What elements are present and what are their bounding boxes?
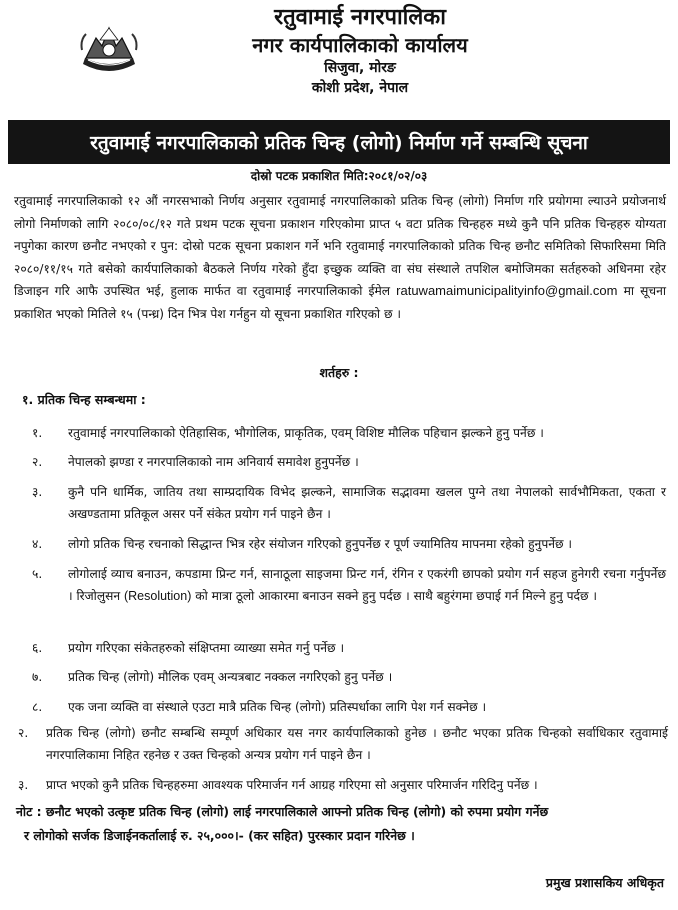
office-province: कोशी प्रदेश, नेपाल — [311, 80, 409, 96]
list-item — [32, 422, 666, 444]
resolution-term: (Resolution) — [123, 589, 192, 603]
publish-date: दोस्रो पटक प्रकाशित मिति:२०८१/०२/०३ — [250, 169, 428, 183]
item-number: ५. — [32, 567, 43, 581]
intro-text: रतुवामाई नगरपालिकाको १२ औं नगरसभाको निर्णय अनुसार रतुवामाई नगरपालिकाको प्रतिक चिन्ह (लोगो) निर्माण गरि प्रयोगमा ल्याउने प्रयोजनार्थ लोगो निर्माणको लागि २०८०/०८/१२ गते प्रथम पटक सूचना प्रकाशन गरिएकोमा प्राप्त ५ वटा प्रतिक चिन्हहरु मध्ये कुनै पनि प्रतिक चिन्हहरु योग्यता नपुगेका कारण छनौट नभएको र पुन: दोस्रो पटक सूचना प्रकाशन गर्ने भनि रतुवामाई नगरपालिकाको प्रतिक चिन्ह छनौट समितिको सिफारिसमा मिति २०८०/११/१५ गते बसेको कार्यपालिकाको बैठकले निर्णय गरेको हुँदा इच्छुक व्यक्ति वा संघ संस्थाले तपशिल बमोजिमका सर्तहरुको अधिनमा रहेर डिजाइन गरि आफै उपस्थित भई, हुलाक मार्फत वा रतुवामाई नगरपालिकाको ईमेल — [14, 194, 666, 298]
item-text-part: लोगोलाई व्याच बनाउन, कपडामा प्रिन्ट गर्न, सानाठूला साइजमा प्रिन्ट गर्न, रंगिन र एकरंगी छापको प्रयोग गर्न सहज हुनेगरी रचना गर्नुपर्नेछ । रिजोलुसन — [68, 567, 666, 603]
item-number: ४. — [32, 537, 43, 551]
item-text: प्रयोग गरिएका संकेतहरुको संक्षिप्तमा व्याख्या समेत गर्नु पर्नेछ । — [68, 641, 345, 655]
point-number: ३. — [18, 778, 29, 792]
intro-paragraph — [14, 190, 666, 325]
list-item — [32, 533, 666, 555]
intro-text-after: मा सूचना प्रकाशित भएको मितिले १५ (पन्ध्र) दिन भित्र पेश गर्नहुन यो सूचना प्रकाशित गरिएको छ । — [14, 284, 667, 321]
item-number: ७. — [32, 670, 43, 684]
item-text: कुनै पनि धार्मिक, जातिय तथा साम्प्रदायिक विभेद झल्कने, सामाजिक सद्भावमा खलल पुग्ने तथा नेपालको सार्वभौमिकता, एकता र अखण्डतामा प्रतिकूल असर पर्ने संकेत प्रयोग गर्न पाइने छैन । — [68, 485, 666, 521]
signature-title: प्रमुख प्रशासकिय अधिकृत — [545, 875, 664, 890]
item-text — [68, 563, 666, 607]
item-text-part: को मात्रा ठूलो आकारमा बनाउन सक्ने हुनु पर्दछ । साथै बहुरंगमा छपाई गर्न मिल्ने हुनु पर्दछ । — [195, 589, 598, 603]
section1-title: १. प्रतिक चिन्ह सम्बन्धमा : — [22, 392, 146, 407]
municipality-name: रतुवामाई नगरपालिका — [274, 5, 446, 30]
email-address: ratuwamaimunicipalityinfo@gmail.com — [396, 283, 618, 298]
note-line-2: र लोगोको सर्जक डिजाईनकर्तालाई रु. २५,०००।- (कर सहित) पुरस्कार प्रदान गरिनेछ । — [24, 828, 415, 843]
notice-title-banner: रतुवामाई नगरपालिकाको प्रतिक चिन्ह (लोगो) निर्माण गर्ने सम्बन्धि सूचना — [8, 120, 670, 164]
list-item — [32, 666, 666, 688]
letterhead-text — [170, 4, 550, 98]
list-item — [32, 563, 666, 607]
list-item — [32, 637, 666, 659]
condition-point — [18, 722, 668, 766]
point-text: प्रतिक चिन्ह (लोगो) छनौट सम्बन्धि सम्पूर्ण अधिकार यस नगर कार्यपालिकाको हुनेछ । छनौट भएका प्रतिक चिन्हको सर्वाधिकार रतुवामाई नगरपालिकामा निहित रहनेछ र उक्त चिन्हको अन्यत्र प्रयोग गर्न पाइने छैन । — [46, 726, 668, 762]
list-item — [32, 451, 666, 473]
item-text: प्रतिक चिन्ह (लोगो) मौलिक एवम् अन्यत्रबाट नक्कल नगरिएको हुनु पर्नेछ । — [68, 670, 393, 684]
item-text: लोगो प्रतिक चिन्ह रचनाको सिद्धान्त भित्र रहेर संयोजन गरिएको हुनुपर्नेछ र पूर्ण ज्यामितिय मापनमा रहेको हुनुपर्नेछ । — [68, 537, 573, 551]
letterhead — [0, 0, 678, 118]
item-number: ८. — [32, 700, 43, 714]
item-number: १. — [32, 426, 43, 440]
point-number: २. — [18, 726, 29, 740]
note-block — [16, 800, 668, 848]
item-text: रतुवामाई नगरपालिकाको ऐतिहासिक, भौगोलिक, प्राकृतिक, एवम् विशिष्ट मौलिक पहिचान झल्कने हुनु पर्नेछ । — [68, 426, 544, 440]
item-text: एक जना व्यक्ति वा संस्थाले एउटा मात्रै प्रतिक चिन्ह (लोगो) प्रतिस्पर्धाका लागि पेश गर्न सक्नेछ । — [68, 700, 487, 714]
point-text: प्राप्त भएको कुनै प्रतिक चिन्हहरुमा आवश्यक परिमार्जन गर्न आग्रह गरिएमा सो अनुसार परिमार्जन गरिदिनु पर्नेछ । — [46, 778, 538, 792]
office-location: सिजुवा, मोरङ — [324, 60, 396, 76]
nepal-government-emblem-icon — [78, 20, 140, 78]
condition-point — [18, 774, 668, 796]
item-number: २. — [32, 455, 43, 469]
conditions-heading: शर्तहरु : — [319, 365, 359, 380]
note-line-1: नोट : छनौट भएको उत्कृष्ट प्रतिक चिन्ह (लोगो) लाई नगरपालिकाले आफ्नो प्रतिक चिन्ह (लोगो) को रुपमा प्रयोग गर्नेछ — [16, 804, 549, 819]
item-number: ६. — [32, 641, 43, 655]
item-number: ३. — [32, 485, 43, 499]
list-item — [32, 481, 666, 525]
list-item — [32, 696, 666, 718]
item-text: नेपालको झण्डा र नगरपालिकाको नाम अनिवार्य समावेश हुनुपर्नेछ । — [68, 455, 359, 469]
office-name: नगर कार्यपालिकाको कार्यालय — [252, 33, 468, 57]
